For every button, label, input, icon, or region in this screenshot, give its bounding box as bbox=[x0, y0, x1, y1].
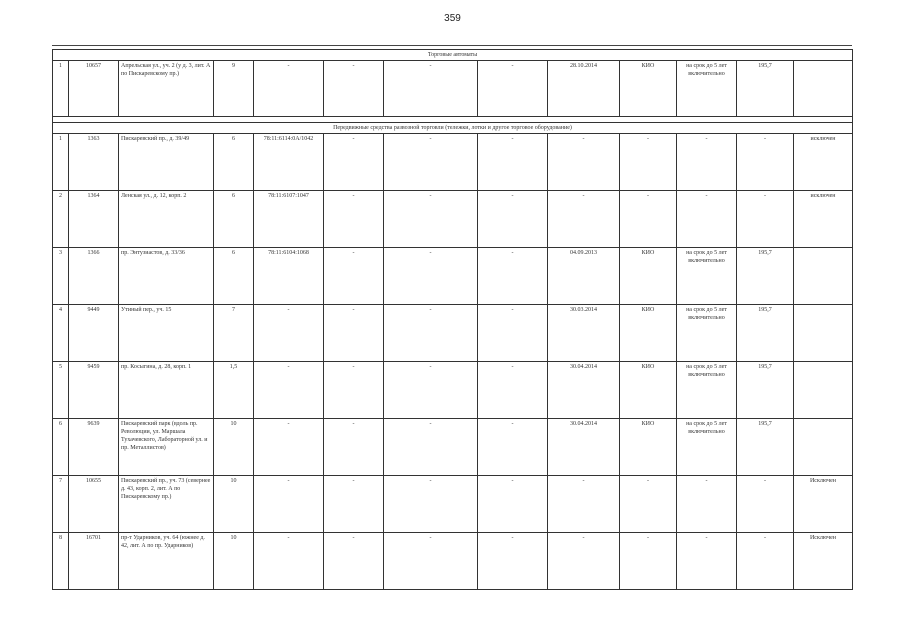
table-cell: - bbox=[254, 533, 324, 590]
table-cell: Ленская ул., д. 12, корп. 2 bbox=[119, 191, 214, 248]
table-cell: 10657 bbox=[69, 61, 119, 117]
table-cell: 7 bbox=[53, 476, 69, 533]
table-cell: - bbox=[548, 134, 620, 191]
table-row bbox=[53, 134, 853, 191]
table-cell: - bbox=[478, 476, 548, 533]
table-cell: - bbox=[254, 419, 324, 476]
table-cell: - bbox=[254, 476, 324, 533]
table-cell: Пискаревский парк (вдоль пр. Революции, ул. Маршала Тухачевского, Лабораторной ул. и пр. Металлистов) bbox=[119, 419, 214, 476]
table-cell: - bbox=[324, 362, 384, 419]
table-cell: - bbox=[324, 248, 384, 305]
table-cell: Исключен bbox=[794, 533, 853, 590]
table-cell: 78:11:6104:1068 bbox=[254, 248, 324, 305]
table-cell: - bbox=[478, 362, 548, 419]
table-cell: 195,7 bbox=[737, 248, 794, 305]
table-cell: - bbox=[478, 61, 548, 117]
table-cell: 1 bbox=[53, 61, 69, 117]
table-cell: КИО bbox=[620, 362, 677, 419]
table-cell: 6 bbox=[214, 248, 254, 305]
table-cell: - bbox=[677, 191, 737, 248]
table-cell: 30.04.2014 bbox=[548, 362, 620, 419]
table-cell bbox=[794, 305, 853, 362]
table-row bbox=[53, 419, 853, 476]
table-cell: 9459 bbox=[69, 362, 119, 419]
table-cell: - bbox=[324, 61, 384, 117]
table-cell: на срок до 5 лет включительно bbox=[677, 362, 737, 419]
table-cell bbox=[794, 61, 853, 117]
table-cell: - bbox=[384, 134, 478, 191]
table-cell: 28.10.2014 bbox=[548, 61, 620, 117]
table-cell: 9449 bbox=[69, 305, 119, 362]
table-cell: - bbox=[478, 191, 548, 248]
table-cell: 5 bbox=[53, 362, 69, 419]
table-cell: - bbox=[254, 305, 324, 362]
table-cell: пр-т Ударников, уч. 64 (южнее д. 42, лит. А по пр. Ударников) bbox=[119, 533, 214, 590]
table-cell: 10 bbox=[214, 533, 254, 590]
table-cell: - bbox=[384, 419, 478, 476]
table-cell bbox=[794, 248, 853, 305]
table-cell: 1364 bbox=[69, 191, 119, 248]
table-cell: 1363 bbox=[69, 134, 119, 191]
table-cell: Апрельская ул., уч. 2 (у д. 3, лит. А по Пискаревскому пр.) bbox=[119, 61, 214, 117]
table-cell: Пискаревский пр., уч. 73 (севернее д. 43, корп. 2, лит. А по Пискаревскому пр.) bbox=[119, 476, 214, 533]
table-cell: - bbox=[478, 248, 548, 305]
table-cell: 1 bbox=[53, 134, 69, 191]
table-cell: - bbox=[478, 134, 548, 191]
table-cell bbox=[794, 419, 853, 476]
table-cell: - bbox=[324, 191, 384, 248]
table-cell: - bbox=[478, 305, 548, 362]
table-cell: - bbox=[620, 134, 677, 191]
table-cell: - bbox=[384, 305, 478, 362]
table-cell: 10655 bbox=[69, 476, 119, 533]
table-cell: на срок до 5 лет включительно bbox=[677, 305, 737, 362]
table-cell: 10 bbox=[214, 476, 254, 533]
table-cell: - bbox=[548, 191, 620, 248]
table-cell: 195,7 bbox=[737, 419, 794, 476]
table-cell: Пискаревский пр., д. 39/49 bbox=[119, 134, 214, 191]
top-rule bbox=[52, 45, 852, 46]
table-cell: 1,5 bbox=[214, 362, 254, 419]
table-cell: 78:11:6107:1047 bbox=[254, 191, 324, 248]
table-cell: - bbox=[324, 305, 384, 362]
table-cell: на срок до 5 лет включительно bbox=[677, 61, 737, 117]
table-cell: КИО bbox=[620, 61, 677, 117]
section-title: Передвижные средства развозной торговли (тележки, лотки и другое торговое оборудование) bbox=[53, 123, 853, 134]
table-cell: - bbox=[737, 533, 794, 590]
table-cell: - bbox=[677, 134, 737, 191]
table-cell: - bbox=[620, 476, 677, 533]
table-cell: 9 bbox=[214, 61, 254, 117]
table-cell: 78:11:6114:0A/1042 bbox=[254, 134, 324, 191]
table-row bbox=[53, 191, 853, 248]
table-cell: 1366 bbox=[69, 248, 119, 305]
table-cell: - bbox=[254, 362, 324, 419]
page-number: 359 bbox=[444, 13, 461, 24]
table-cell: - bbox=[478, 419, 548, 476]
table-cell: - bbox=[254, 61, 324, 117]
table-row bbox=[53, 248, 853, 305]
table-cell: - bbox=[384, 191, 478, 248]
table-row bbox=[53, 362, 853, 419]
table-cell: - bbox=[324, 476, 384, 533]
table-cell: - bbox=[384, 248, 478, 305]
table-cell: - bbox=[620, 191, 677, 248]
table-cell: Утиный пер., уч. 15 bbox=[119, 305, 214, 362]
section-title: Торговые автоматы bbox=[53, 50, 853, 61]
table-cell: - bbox=[324, 419, 384, 476]
table-cell: - bbox=[620, 533, 677, 590]
table-cell: 195,7 bbox=[737, 305, 794, 362]
table-cell: 2 bbox=[53, 191, 69, 248]
table-cell: - bbox=[677, 476, 737, 533]
table-cell: - bbox=[737, 134, 794, 191]
table-row bbox=[53, 476, 853, 533]
table-cell: 4 bbox=[53, 305, 69, 362]
table-cell: 3 bbox=[53, 248, 69, 305]
table-cell: - bbox=[677, 533, 737, 590]
table-cell: - bbox=[324, 134, 384, 191]
table-cell: пр. Энтузиастов, д. 33/36 bbox=[119, 248, 214, 305]
table-row bbox=[53, 305, 853, 362]
table-cell: - bbox=[384, 61, 478, 117]
table-cell: КИО bbox=[620, 419, 677, 476]
table-cell: КИО bbox=[620, 248, 677, 305]
table-cell: Исключен bbox=[794, 476, 853, 533]
table-cell: 10 bbox=[214, 419, 254, 476]
table-cell: - bbox=[478, 533, 548, 590]
table-row bbox=[53, 61, 853, 117]
table-cell: на срок до 5 лет включительно bbox=[677, 419, 737, 476]
table-cell: - bbox=[384, 476, 478, 533]
table-cell: - bbox=[324, 533, 384, 590]
table-cell: 7 bbox=[214, 305, 254, 362]
table-cell: 8 bbox=[53, 533, 69, 590]
table-cell: 04.09.2013 bbox=[548, 248, 620, 305]
table-cell: - bbox=[548, 533, 620, 590]
table-cell: 30.04.2014 bbox=[548, 419, 620, 476]
table-row bbox=[53, 533, 853, 590]
table-cell: - bbox=[737, 476, 794, 533]
table-cell: - bbox=[384, 533, 478, 590]
table-cell: 9639 bbox=[69, 419, 119, 476]
table-cell: 6 bbox=[53, 419, 69, 476]
table-cell: 16701 bbox=[69, 533, 119, 590]
table-cell: 195,7 bbox=[737, 362, 794, 419]
table-cell bbox=[794, 362, 853, 419]
table-cell: 6 bbox=[214, 191, 254, 248]
table-cell: - bbox=[384, 362, 478, 419]
table-cell: КИО bbox=[620, 305, 677, 362]
object-table bbox=[52, 49, 853, 590]
table-cell: пр. Косыгина, д. 28, корп. 1 bbox=[119, 362, 214, 419]
table-cell: исключен bbox=[794, 191, 853, 248]
table-cell: 30.03.2014 bbox=[548, 305, 620, 362]
table-cell: - bbox=[548, 476, 620, 533]
table-cell: - bbox=[737, 191, 794, 248]
table-cell: 6 bbox=[214, 134, 254, 191]
table-cell: на срок до 5 лет включительно bbox=[677, 248, 737, 305]
table-cell: 195,7 bbox=[737, 61, 794, 117]
table-cell: исключен bbox=[794, 134, 853, 191]
